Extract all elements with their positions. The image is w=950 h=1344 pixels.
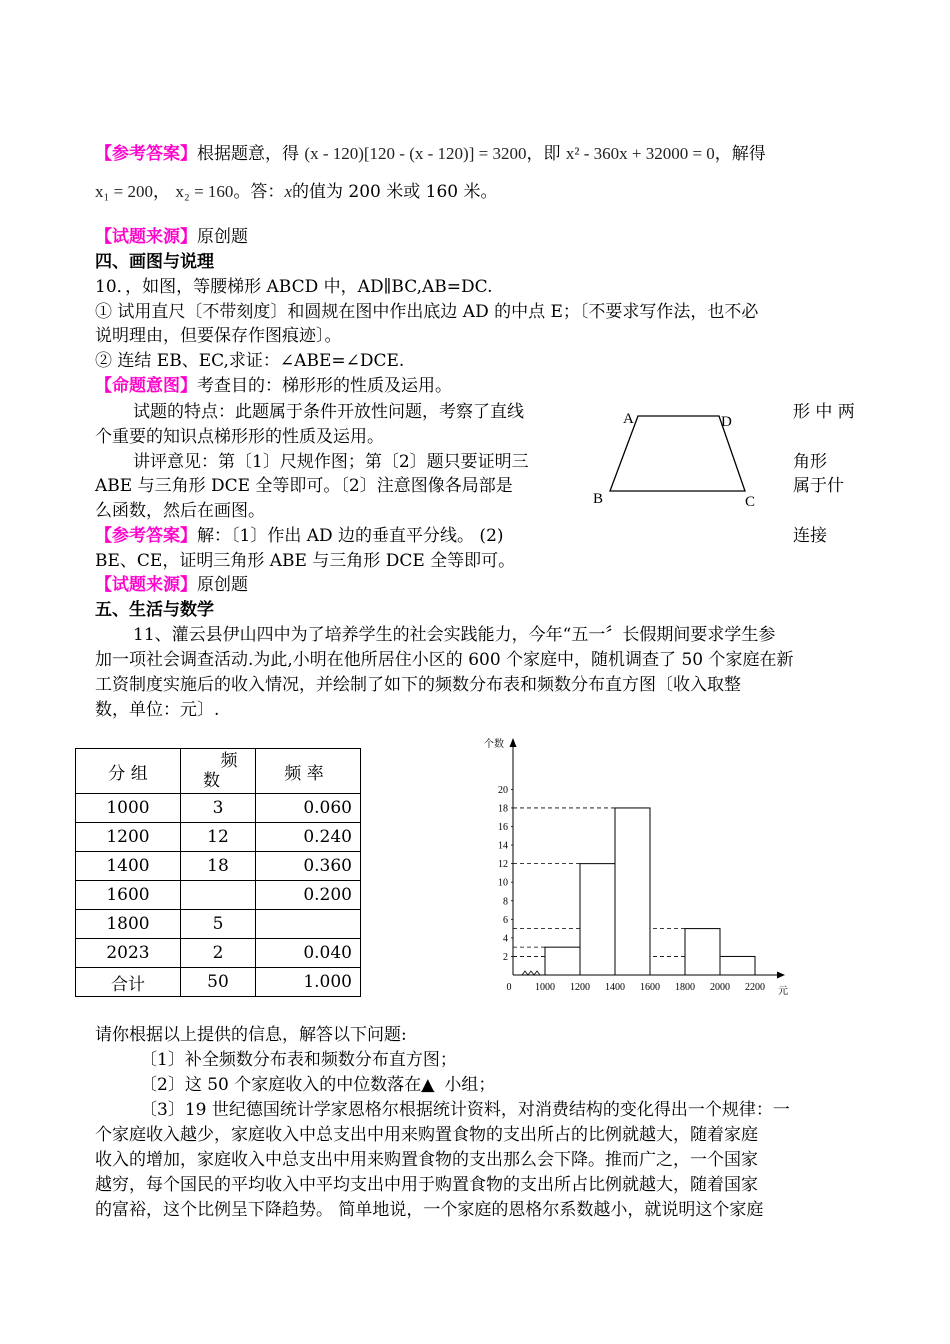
q11-q3-d: 越穷，每个国民的平均收入中平均支出中用于购置食物的支出所占比例就越大，随着国家 xyxy=(95,1175,758,1195)
q11-p1: 11、灌云县伊山四中为了培养学生的社会实践能力，今年“五一〞长假期间要求学生参 xyxy=(133,625,776,645)
q10-comment-b: 角形 xyxy=(793,452,827,472)
source9 xyxy=(95,225,857,249)
table-header-row xyxy=(76,749,361,794)
q10-comment-c: ABE 与三角形 DCE 全等即可。〔2〕注意图像各局部是 xyxy=(95,476,513,496)
y-tick-label: 6 xyxy=(503,914,508,926)
q10-comment-e: 么函数，然后在画图。 xyxy=(95,501,265,521)
q10-comment-d: 属于什 xyxy=(793,476,844,496)
q10-feature-a: 试题的特点：此题属于条件开放性问题，考察了直线 xyxy=(133,402,524,422)
q11-p4: 数，单位：元〕. xyxy=(95,700,220,720)
answer9-line1 xyxy=(95,140,857,168)
x-tick-label: 1000 xyxy=(535,982,555,993)
root-2: x₂ = 160 xyxy=(175,182,234,201)
equation-1: (x - 120)[120 - (x - 120)] = 3200 xyxy=(304,144,527,163)
q10-answer xyxy=(95,524,857,548)
y-tick-label: 2 xyxy=(503,951,508,963)
table-row xyxy=(76,794,361,823)
y-tick-label: 14 xyxy=(498,840,508,852)
equation-2: x² - 360x + 32000 = 0 xyxy=(565,144,715,163)
q10-intent xyxy=(95,374,857,398)
axis-break-icon xyxy=(522,971,540,975)
cell-rate: 0.060 xyxy=(256,794,361,823)
y-tick-label: 4 xyxy=(503,933,508,945)
header-count: 频 数 xyxy=(181,749,256,794)
q11-p3: 工资制度实施后的收入情况，并绘制了如下的频数分布表和频数分布直方图〔收入取整 xyxy=(95,675,741,695)
cell-group: 合计 xyxy=(76,968,181,997)
cell-rate: 1.000 xyxy=(256,968,361,997)
cell-count xyxy=(181,881,256,910)
q10-feature-c: 个重要的知识点梯形形的性质及运用。 xyxy=(95,427,384,447)
frequency-table xyxy=(75,748,361,997)
q10-line2: ① 试用直尺〔不带刻度〕和圆规在图中作出底边 AD 的中点 E；〔不要求写作法，也不必 xyxy=(95,302,759,322)
cell-count: 12 xyxy=(181,823,256,852)
source-text: 原创题 xyxy=(197,575,248,595)
cell-count: 18 xyxy=(181,852,256,881)
answer-tag: 【参考答案】 xyxy=(95,144,197,164)
header-group: 分 组 xyxy=(76,749,181,794)
answer-text: ，即 xyxy=(526,144,561,164)
q11-q3-b: 个家庭收入越少，家庭收入中总支出中用来购置食物的支出所占的比例就越大，随着家庭 xyxy=(95,1125,758,1145)
answer9-line2 xyxy=(95,178,857,206)
q11-q2: 〔2〕这 50 个家庭收入的中位数落在▲ 小组； xyxy=(140,1075,496,1095)
y-tick-label: 8 xyxy=(503,896,508,908)
q11-q1: 〔1〕补全频数分布表和频数分布直方图； xyxy=(140,1050,457,1070)
section-5-title: 五、生活与数学 xyxy=(95,600,214,620)
answer-text: 。答： xyxy=(233,182,285,202)
source-tag: 【试题来源】 xyxy=(95,227,197,247)
vertex-label-d: D xyxy=(721,414,732,430)
q10-source xyxy=(95,573,857,597)
source-text: 原创题 xyxy=(197,227,248,247)
answer-text: ，解得 xyxy=(714,144,766,164)
intent-text: 考查目的：梯形形的性质及运用。 xyxy=(197,376,452,396)
q10-line3: 说明理由，但要保存作图痕迹〕。 xyxy=(95,326,342,346)
x-tick-label: 1400 xyxy=(605,982,625,993)
q10-line1: 10．，如图，等腰梯形 ABCD 中，AD∥BC,AB=DC. xyxy=(95,277,493,297)
q11-q3-a: 〔3〕19 世纪德国统计学家恩格尔根据统计资料，对消费结构的变化得出一个规律：一 xyxy=(140,1100,790,1120)
root-1: x₁ = 200 xyxy=(95,182,154,201)
histogram-bar xyxy=(545,947,580,975)
histogram-bar xyxy=(720,956,755,975)
table-row xyxy=(76,881,361,910)
cell-group: 1800 xyxy=(76,910,181,939)
q11-p2: 加一项社会调查活动.为此,小明在他所居住小区的 600 个家庭中，随机调查了 50 个家庭在新 xyxy=(95,650,794,670)
x-tick-label: 1600 xyxy=(640,982,660,993)
answer-blank[interactable]: ▲ xyxy=(421,1075,435,1095)
y-tick-label: 18 xyxy=(498,803,508,815)
cell-count: 50 xyxy=(181,968,256,997)
table-row xyxy=(76,852,361,881)
y-tick-label: 10 xyxy=(498,877,508,889)
cell-group: 1600 xyxy=(76,881,181,910)
variable-x: x xyxy=(284,182,292,201)
histogram-bar xyxy=(685,929,720,975)
q10-comment-a: 讲评意见：第〔1〕尺规作图；第〔2〕题只要证明三 xyxy=(133,452,529,472)
histogram-bar xyxy=(615,808,650,975)
cell-rate: 0.040 xyxy=(256,939,361,968)
cell-rate: 0.200 xyxy=(256,881,361,910)
cell-count: 5 xyxy=(181,910,256,939)
cell-group: 1000 xyxy=(76,794,181,823)
intent-tag: 【命题意图】 xyxy=(95,376,197,396)
q11-intro: 请你根据以上提供的信息，解答以下问题: xyxy=(95,1025,407,1045)
histogram-bar xyxy=(580,864,615,975)
x-axis-arrow-icon xyxy=(777,972,785,979)
cell-rate: 0.360 xyxy=(256,852,361,881)
y-tick-label: 20 xyxy=(498,784,508,796)
table-row xyxy=(76,939,361,968)
q11-q3-e: 的富裕，这个比例呈下降趋势。 简单地说，一个家庭的恩格尔系数越小，就说明这个家庭 xyxy=(95,1200,764,1220)
q11-q3-c: 收入的增加，家庭收入中总支出中用来购置食物的支出那么会下降。推而广之，一个国家 xyxy=(95,1150,758,1170)
answer-tag: 【参考答案】 xyxy=(95,526,197,546)
x-axis-title: 元 xyxy=(778,986,788,997)
cell-count: 3 xyxy=(181,794,256,823)
q10-feature-b: 形 中 两 xyxy=(793,402,855,422)
trapezoid-figure xyxy=(585,402,785,512)
vertex-label-a: A xyxy=(623,411,634,427)
q10-answer-c: BE、CE，证明三角形 ABE 与三角形 DCE 全等即可。 xyxy=(95,551,516,571)
answer-text: 的值为 200 米或 160 米。 xyxy=(291,182,498,202)
y-axis-title: 个数 xyxy=(484,739,504,750)
answer-text: 根据题意，得 xyxy=(197,144,299,164)
x-tick-label: 1800 xyxy=(675,982,695,993)
y-axis-arrow-icon xyxy=(510,738,517,747)
cell-group: 1200 xyxy=(76,823,181,852)
header-rate: 频 率 xyxy=(256,749,361,794)
y-tick-label: 12 xyxy=(498,859,508,871)
y-tick-label: 16 xyxy=(498,822,508,834)
vertex-label-b: B xyxy=(593,491,604,507)
q10-line4: ② 连结 EB、EC,求证：∠ABE=∠DCE. xyxy=(95,351,405,371)
cell-rate xyxy=(256,910,361,939)
vertex-label-c: C xyxy=(745,494,756,510)
table-row xyxy=(76,823,361,852)
separator: ， xyxy=(153,182,171,202)
cell-count: 2 xyxy=(181,939,256,968)
x-tick-label: 0 xyxy=(506,982,512,993)
histogram-chart xyxy=(482,735,792,1000)
table-row xyxy=(76,910,361,939)
cell-group: 2023 xyxy=(76,939,181,968)
x-tick-label: 2200 xyxy=(745,982,765,993)
cell-rate: 0.240 xyxy=(256,823,361,852)
q10-answer-b: 连接 xyxy=(793,526,827,546)
x-tick-label: 2000 xyxy=(710,982,730,993)
source-tag: 【试题来源】 xyxy=(95,575,197,595)
section-4-title: 四、画图与说理 xyxy=(95,252,214,272)
x-tick-label: 1200 xyxy=(570,982,590,993)
answer-text: 解：〔1〕作出 AD 边的垂直平分线。 (2) xyxy=(197,526,504,546)
table-total-row xyxy=(76,968,361,997)
cell-group: 1400 xyxy=(76,852,181,881)
